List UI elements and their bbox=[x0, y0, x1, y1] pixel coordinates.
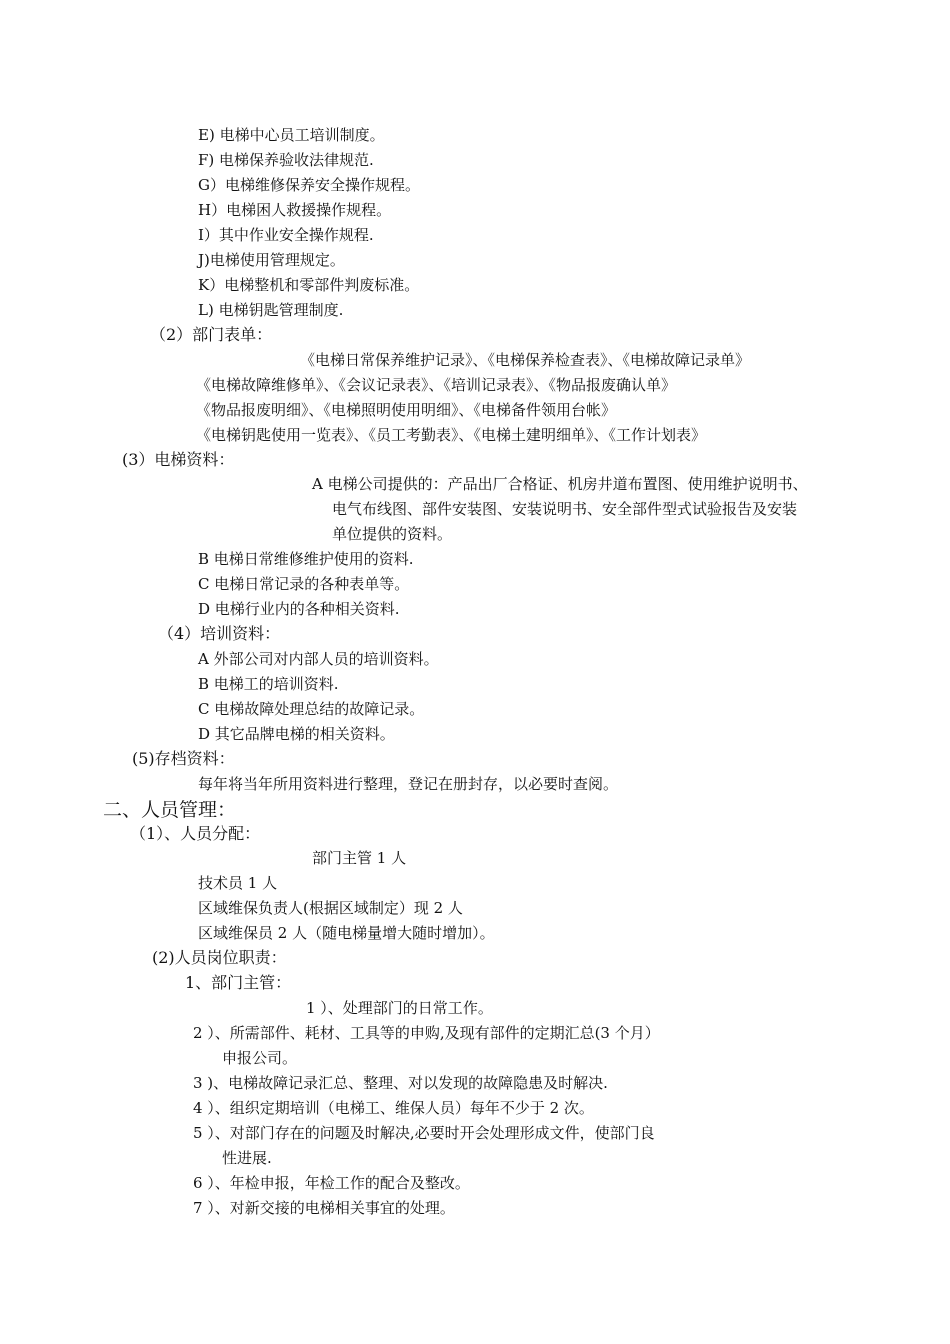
duty-item-5-cont: 性进展. bbox=[222, 1149, 272, 1167]
training-item-b: B 电梯工的培训资料. bbox=[198, 675, 339, 693]
chapter-heading-staff: 二、人员管理： bbox=[103, 799, 237, 821]
section-heading-training: （4）培训资料： bbox=[158, 624, 281, 643]
forms-line: 《电梯日常保养维护记录》、《电梯保养检查表》、《电梯故障记录单》 bbox=[300, 351, 751, 369]
duty-item-2: 2 ）、所需部件、耗材、工具等的申购,及现有部件的定期汇总(3 个月） bbox=[193, 1024, 660, 1042]
rule-item-h: H）电梯困人救援操作规程。 bbox=[198, 201, 392, 219]
docs-item-c: C 电梯日常记录的各种表单等。 bbox=[198, 575, 410, 593]
allocation-item: 部门主管 1 人 bbox=[312, 849, 407, 867]
rule-item-e: E) 电梯中心员工培训制度。 bbox=[198, 126, 385, 144]
duty-item-6: 6 ）、年检申报，年检工作的配合及整改。 bbox=[193, 1174, 470, 1192]
rule-item-k: K）电梯整机和零部件判废标准。 bbox=[198, 276, 420, 294]
docs-item-a-cont: 单位提供的资料。 bbox=[332, 525, 453, 543]
training-item-a: A 外部公司对内部人员的培训资料。 bbox=[198, 650, 439, 668]
forms-line: 《电梯钥匙使用一览表》、《员工考勤表》、《电梯土建明细单》、《工作计划表》 bbox=[196, 426, 707, 444]
docs-item-a: A 电梯公司提供的：产品出厂合格证、机房井道布置图、使用维护说明书、 bbox=[312, 475, 808, 493]
training-item-d: D 其它品牌电梯的相关资料。 bbox=[198, 725, 395, 743]
rule-item-g: G）电梯维修保养安全操作规程。 bbox=[198, 176, 420, 194]
section-heading-elevator-docs: (3）电梯资料： bbox=[122, 450, 235, 469]
rule-item-i: I）其中作业安全操作规程. bbox=[198, 226, 374, 244]
archive-text: 每年将当年所用资料进行整理，登记在册封存，以必要时查阅。 bbox=[198, 775, 619, 793]
allocation-item: 区域维保负责人(根据区域制定）现 2 人 bbox=[198, 899, 463, 917]
rule-item-l: L) 电梯钥匙管理制度. bbox=[198, 301, 344, 319]
section-heading-forms: （2）部门表单： bbox=[150, 325, 273, 344]
duty-item-7: 7 ）、对新交接的电梯相关事宜的处理。 bbox=[193, 1199, 455, 1217]
rule-item-f: F) 电梯保养验收法律规范. bbox=[198, 151, 374, 169]
docs-item-d: D 电梯行业内的各种相关资料. bbox=[198, 600, 400, 618]
allocation-item: 技术员 1 人 bbox=[198, 874, 278, 892]
section-heading-duties: (2)人员岗位职责： bbox=[152, 948, 287, 967]
docs-item-a-cont: 电气布线图、部件安装图、安装说明书、安全部件型式试验报告及安装 bbox=[332, 500, 798, 518]
duty-item-2-cont: 申报公司。 bbox=[222, 1049, 298, 1067]
duty-item-1: 1 ）、处理部门的日常工作。 bbox=[306, 999, 493, 1017]
subheading-dept-manager: 1、部门主管： bbox=[185, 973, 292, 992]
duty-item-5: 5 ）、对部门存在的问题及时解决,必要时开会处理形成文件，使部门良 bbox=[193, 1124, 655, 1142]
section-heading-archive: (5)存档资料： bbox=[132, 749, 235, 768]
rule-item-j: J)电梯使用管理规定。 bbox=[198, 251, 345, 269]
allocation-item: 区域维保员 2 人（随电梯量增大随时增加）。 bbox=[198, 924, 495, 942]
docs-item-b: B 电梯日常维修维护使用的资料. bbox=[198, 550, 414, 568]
duty-item-3: 3 )、电梯故障记录汇总、整理、对以发现的故障隐患及时解决. bbox=[193, 1074, 608, 1092]
forms-line: 《电梯故障维修单》、《会议记录表》、《培训记录表》、《物品报废确认单》 bbox=[196, 376, 677, 394]
section-heading-allocation: （1）、人员分配： bbox=[130, 824, 261, 843]
duty-item-4: 4 ）、组织定期培训（电梯工、维保人员）每年不少于 2 次。 bbox=[193, 1099, 594, 1117]
forms-line: 《物品报废明细》、《电梯照明使用明细》、《电梯备件领用台帐》 bbox=[196, 401, 617, 419]
training-item-c: C 电梯故障处理总结的故障记录。 bbox=[198, 700, 425, 718]
